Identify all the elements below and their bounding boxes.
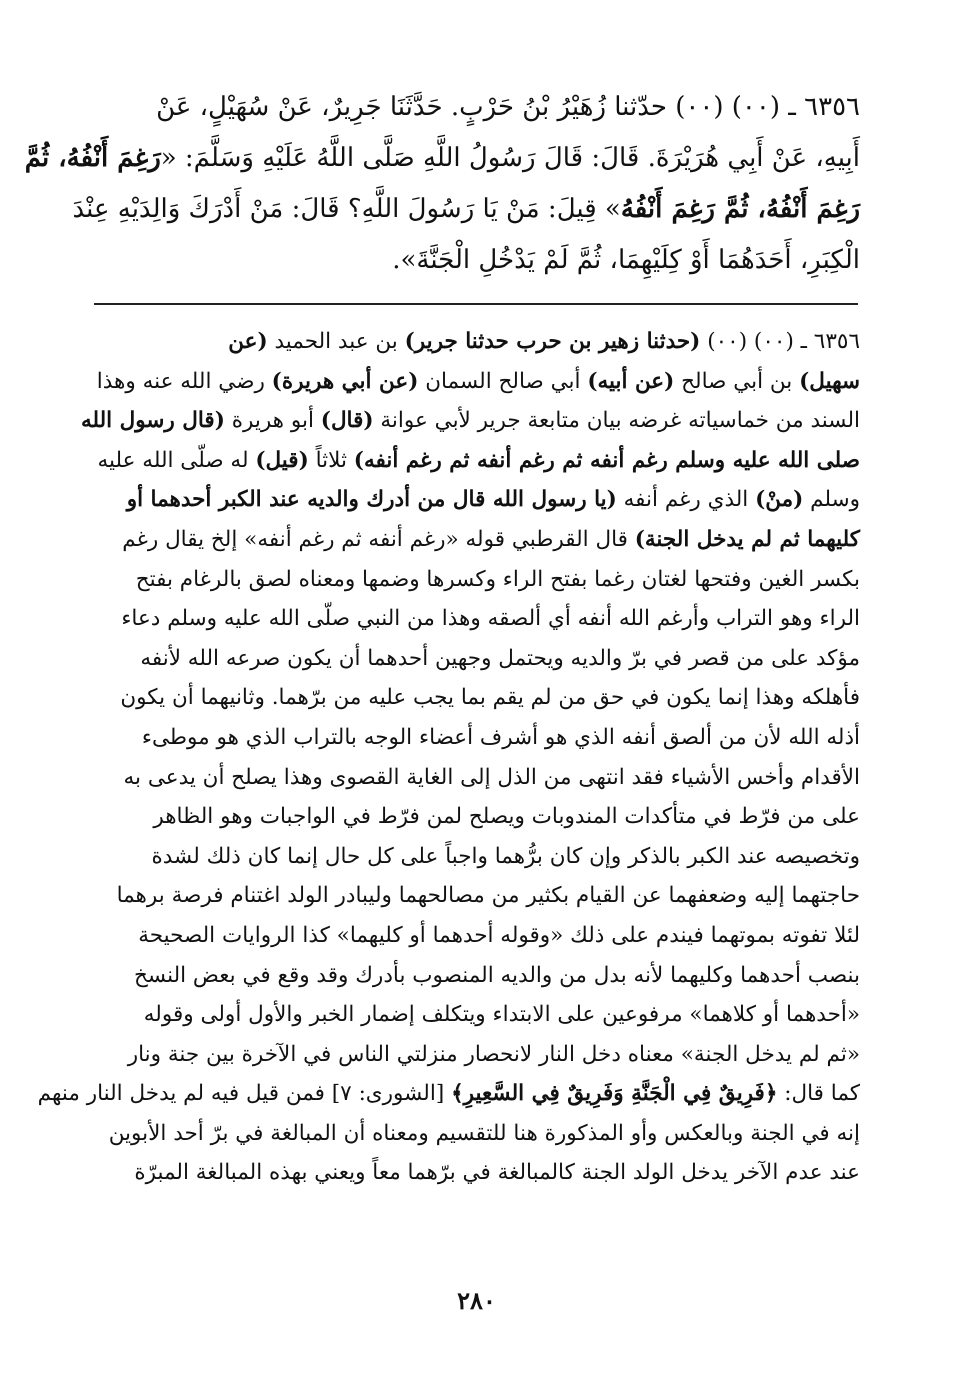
commentary-line (96, 599, 860, 639)
hadith-segment: الْكِبَرِ، أَحَدَهُمَا أَوْ كِلَيْهِمَا، ثُمَّ لَمْ يَدْخُلِ الْجَنَّةَ». (392, 245, 860, 275)
commentary-segment: ثلاثاً (308, 447, 354, 473)
commentary-bold-segment: (منْ) (755, 487, 804, 513)
commentary-bold-segment: سهيل) (799, 368, 860, 394)
commentary-segment: بنصب أحدهما وكليهما لأنه بدل من والديه المنصوب بأدرك وقد وقع في بعض النسخ (134, 962, 860, 988)
commentary-segment: بكسر الغين وفتحها لغتان رغما بفتح الراء وكسرها وضمها ومعناه لصق بالرغام بفتح (135, 566, 860, 592)
commentary-segment: إنه في الجنة وبالعكس وأو المذكورة هنا للتقسيم ومعناه أن المبالغة في برّ أحد الأبوين (108, 1120, 860, 1146)
commentary-line (96, 1153, 860, 1193)
commentary-line (96, 520, 860, 560)
commentary-line (96, 639, 860, 679)
commentary-line (96, 916, 860, 956)
commentary-segment: الأقدام وأخس الأشياء فقد انتهى من الذل إلى الغاية القصوى وهذا يصلح أن يدعى به (123, 764, 860, 790)
commentary-bold-segment: كليهما ثم لم يدخل الجنة) (634, 526, 860, 552)
commentary-line (96, 1035, 860, 1075)
commentary-bold-segment: ﴿فَرِيقٌ فِي الْجَنَّةِ وَفَرِيقٌ فِي السَّعِيرِ﴾ (451, 1081, 778, 1107)
hadith-segment: » قِيلَ: مَنْ يَا رَسُولَ اللَّهِ؟ قَالَ: مَنْ أَدْرَكَ وَالِدَيْهِ عِنْدَ (72, 194, 621, 224)
commentary-line (80, 401, 860, 441)
hadith-line (24, 133, 860, 184)
commentary-line (96, 441, 860, 481)
commentary-bold-segment: (قال) (320, 408, 374, 434)
commentary-text (37, 322, 860, 1193)
commentary-segment: وتخصيصه عند الكبر بالذكر وإن كان برُّهما واجباً على كل حال إنما كان ذلك لشدة (151, 843, 860, 869)
commentary-segment: رضي الله عنه وهذا (96, 368, 272, 394)
commentary-line (96, 362, 860, 402)
commentary-line (96, 876, 860, 916)
commentary-line (96, 560, 860, 600)
commentary-segment: أذله الله لأن من ألصق أنفه الذي هو أشرف أعضاء الوجه بالتراب الذي هو موطىء (141, 724, 860, 750)
commentary-segment: «ثم لم يدخل الجنة» معناه دخل النار لانحصار منزلتي الناس في الآخرة بين جنة ونار (127, 1041, 860, 1067)
commentary-line (37, 1074, 860, 1114)
commentary-line (96, 678, 860, 718)
commentary-segment: بن عبد الحميد (267, 329, 405, 354)
commentary-line (96, 956, 860, 996)
hadith-line (72, 184, 860, 235)
commentary-line (96, 1114, 860, 1154)
commentary-segment: عند عدم الآخر يدخل الولد الجنة كالمبالغة في برّهما معاً ويعني بهذه المبالغة المبرّة (134, 1160, 860, 1186)
commentary-segment: أبو هريرة (224, 408, 321, 434)
commentary-segment: له صلّى الله عليه (97, 447, 256, 473)
commentary-segment: ٦٣٥٦ ـ (٠٠) (٠٠) (700, 329, 860, 354)
hadith-bold-segment: رَغِمَ أَنْفُهُ، ثُمَّ رَغِمَ أَنْفُهُ (620, 194, 860, 224)
hadith-bold-segment: رَغِمَ أَنْفُهُ، ثُمَّ (24, 143, 161, 173)
commentary-line (96, 837, 860, 877)
commentary-line (96, 797, 860, 837)
page-number: ٢٨٠ (457, 1286, 496, 1315)
commentary-bold-segment: (قال رسول الله (80, 408, 225, 434)
commentary-bold-segment: (عن (228, 329, 268, 354)
commentary-segment: أبي صالح السمان (418, 368, 588, 394)
hadith-segment: أَبِيهِ، عَنْ أَبِي هُرَيْرَةَ. قَالَ: قَالَ رَسُولُ اللَّهِ صَلَّى اللَّهُ عَلَيْهِ وَسَلَّمَ: « (160, 143, 860, 173)
commentary-segment: فأهلكه وهذا إنما يكون في حق من لم يقم بما يجب عليه من برّهما. وثانيهما أن يكون (120, 685, 860, 711)
commentary-segment: بن أبي صالح (674, 368, 800, 394)
commentary-segment: الراء وهو التراب وأرغم الله أنفه أي ألصقه وهذا من النبي صلّى الله عليه وسلم دعاء (121, 606, 860, 632)
hadith-text (24, 82, 860, 286)
commentary-segment: قال القرطبي قوله «رغم أنفه ثم رغم أنفه» إلخ يقال رغم (122, 526, 635, 552)
hadith-line (96, 235, 860, 286)
hadith-segment: ٦٣٥٦ ـ (٠٠) (٠٠) حدّثنا زُهَيْرُ بْنُ حَرْبٍ. حَدَّثَنَا جَرِيرٌ، عَنْ سُهَيْلٍ، عَنْ (156, 92, 860, 122)
commentary-line (96, 995, 860, 1035)
commentary-line (96, 718, 860, 758)
commentary-segment: حاجتهما إليه وضعفهما عن القيام بكثير من مصالحهما وليبادر الولد اغتنام فرصة برهما (116, 883, 860, 909)
commentary-bold-segment: (عن أبي هريرة) (271, 368, 419, 394)
commentary-line (96, 758, 860, 798)
commentary-line (96, 480, 860, 520)
commentary-bold-segment: (عن أبيه) (587, 368, 675, 394)
commentary-bold-segment: (يا رسول الله قال من أدرك والديه عند الكبر أحدهما أو (126, 487, 617, 513)
commentary-segment: لئلا تفوته بموتهما فيندم على ذلك «وقوله أحدهما أو كليهما» كذا الروايات الصحيحة (138, 922, 860, 948)
commentary-segment: «أحدهما أو كلاهما» مرفوعين على الابتداء ويتكلف إضمار الخبر والأول أولى وقوله (143, 1002, 860, 1028)
hadith-line (96, 82, 860, 133)
commentary-bold-segment: (حدثنا زهير بن حرب حدثنا جرير) (404, 329, 701, 354)
commentary-segment: الذي رغم أنفه (616, 487, 756, 513)
commentary-bold-segment: صلى الله عليه وسلم رغم أنفه ثم رغم أنفه ثم رغم أنفه) (353, 447, 860, 473)
commentary-line (96, 322, 860, 362)
commentary-segment: على من فرّط في متأكدات المندوبات ويصلح لمن فرّط في الواجبات وهو الظاهر (153, 804, 860, 830)
commentary-segment: [الشورى: ٧] فمن قيل فيه لم يدخل النار منهم (37, 1081, 452, 1107)
commentary-segment: وسلم (803, 487, 860, 513)
commentary-bold-segment: (قيل) (255, 447, 309, 473)
commentary-segment: كما قال: (777, 1081, 860, 1107)
commentary-segment: السند من خماسياته غرضه بيان متابعة جرير لأبي عوانة (373, 408, 860, 434)
footnote-separator (94, 303, 858, 305)
commentary-segment: مؤكد على من قصر في برّ والديه ويحتمل وجهين أحدهما أن يكون صرعه الله لأنفه (140, 645, 860, 671)
